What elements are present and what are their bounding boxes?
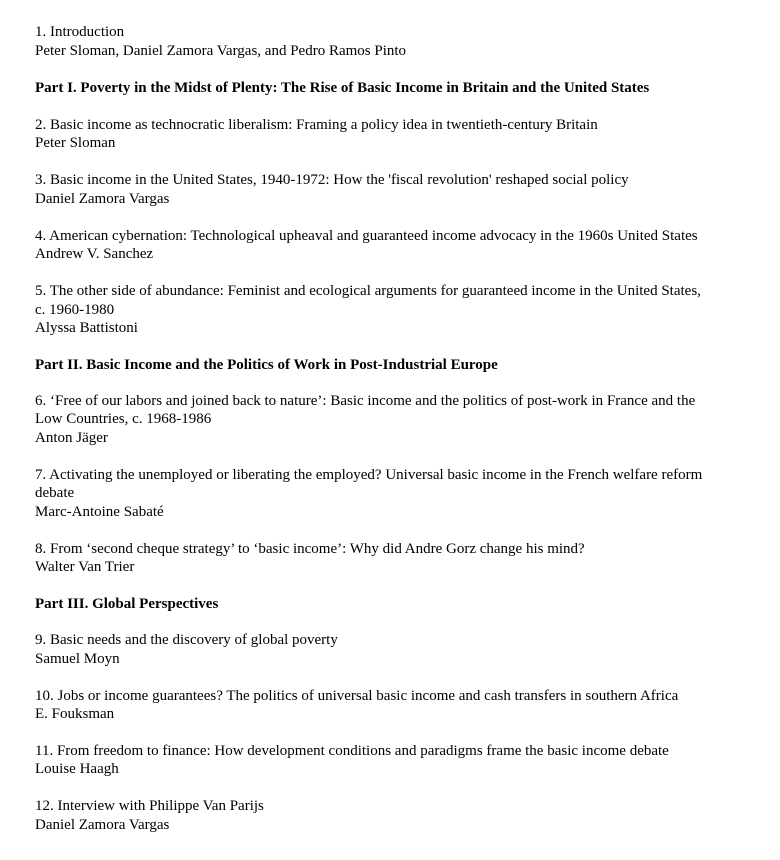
part-heading: Part II. Basic Income and the Politics of Work in Post-Industrial Europe: [35, 357, 498, 373]
chapter-title-line: 7. Activating the unemployed or liberating the employed? Universal basic income in the French welfare reform: [35, 466, 703, 483]
chapter-author: Daniel Zamora Vargas: [35, 190, 170, 207]
chapter-title: 3. Basic income in the United States, 1940-1972: How the 'fiscal revolution' reshaped social policy: [35, 172, 629, 188]
chapter-title: 9. Basic needs and the discovery of global poverty: [35, 632, 338, 648]
chapter-author: E. Fouksman: [35, 706, 115, 722]
chapter-author: Samuel Moyn: [35, 650, 120, 667]
chapter-author: Peter Sloman: [35, 135, 116, 151]
chapter-title-line: 6. ‘Free of our labors and joined back to nature’: Basic income and the politics of post-work in France and the: [35, 392, 696, 409]
chapter-author: Andrew V. Sanchez: [35, 246, 154, 262]
chapter-author: Alyssa Battistoni: [35, 320, 138, 336]
chapter-title: 12. Interview with Philippe Van Parijs: [35, 798, 264, 814]
chapter-title: 8. From ‘second cheque strategy’ to ‘basic income’: Why did Andre Gorz change his mind?: [35, 540, 585, 557]
chapter-title: 1. Introduction: [35, 24, 125, 40]
chapter-title-line: 5. The other side of abundance: Feminist and ecological arguments for guaranteed income in the United States,: [35, 283, 701, 299]
part-heading: Part III. Global Perspectives: [35, 595, 219, 612]
chapter-title: 10. Jobs or income guarantees? The politics of universal basic income and cash transfers in southern Africa: [35, 687, 679, 704]
chapter-title-line: debate: [35, 485, 75, 501]
chapter-title: 11. From freedom to finance: How development conditions and paradigms frame the basic income debate: [35, 742, 669, 759]
chapter-author: Louise Haagh: [35, 761, 119, 777]
chapter-author: Daniel Zamora Vargas: [35, 816, 170, 833]
chapter-author: Peter Sloman, Daniel Zamora Vargas, and Pedro Ramos Pinto: [35, 42, 407, 59]
chapter-title: 4. American cybernation: Technological upheaval and guaranteed income advocacy in the 1960s United States: [35, 227, 698, 244]
chapter-author: Anton Jäger: [35, 429, 108, 446]
chapter-title-line: c. 1960-1980: [35, 301, 115, 318]
chapter-title: 2. Basic income as technocratic liberalism: Framing a policy idea in twentieth-century Britain: [35, 116, 598, 133]
chapter-title-line: Low Countries, c. 1968-1986: [35, 411, 212, 427]
chapter-author: Walter Van Trier: [35, 559, 135, 575]
chapter-author: Marc-Antoine Sabaté: [35, 503, 164, 520]
part-heading: Part I. Poverty in the Midst of Plenty: The Rise of Basic Income in Britain and the United States: [35, 79, 650, 96]
